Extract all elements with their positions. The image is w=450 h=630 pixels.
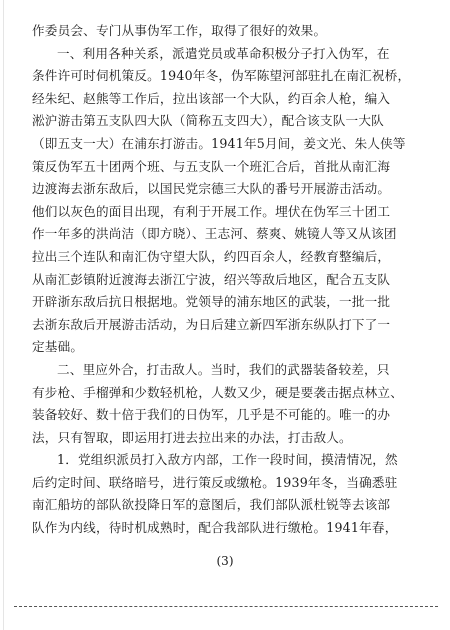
text-line-23: 队作为内线，待时机成熟时，配合我部队进行缴枪。1941年春， [32, 520, 398, 536]
text-line-16: 二、里应外合，打击敌人。当时，我们的武器装备较差，只 [57, 361, 390, 377]
text-line-14: 去浙东敌后开展游击活动，为日后建立新四军浙东纵队打下了一 [32, 316, 391, 332]
page-edge-shadow [3, 0, 4, 630]
document-body [32, 20, 424, 540]
text-line-13: 开辟浙东敌后抗日根据地。党领导的浦东地区的武装，一批一批 [32, 294, 391, 310]
text-line-3: 条件许可时伺机策反。1940年冬，伪军陈望河部驻扎在南汇祝桥， [32, 68, 411, 84]
text-line-2: 一、利用各种关系，派遣党员或革命积极分子打入伪军，在 [57, 45, 390, 61]
text-line-15: 定基础。 [32, 339, 84, 355]
text-line-5: 淞沪游击第五支队四大队（简称五支四大），配合该支队一大队 [32, 113, 384, 129]
text-line-1: 作委员会、专门从事伪军工作，取得了很好的效果。 [32, 23, 327, 38]
text-line-17: 有步枪、手榴弹和少数轻机枪，人数又少，硬是要袭击据点林立、 [32, 384, 404, 400]
text-line-19: 法，只有智取，即运用打进去拉出来的办法，打击敌人。 [32, 429, 352, 445]
text-line-7: 策反伪军五十团两个班、与五支队一个班汇合后，首批从南汇海 [32, 158, 391, 174]
text-line-10: 作一年多的洪尚洁（即方晓）、王志河、蔡爽、姚镜人等又从该团 [32, 226, 397, 242]
text-line-4: 经朱纪、赵熊等工作后，拉出该部一个大队，约百余人枪，编入 [32, 90, 391, 106]
text-line-18: 装备较好、数十倍于我们的日伪军，几乎是不可能的。唯一的办 [32, 407, 391, 423]
text-line-8: 边渡海去浙东敌后，以国民党宗德三大队的番号开展游击活动。 [32, 181, 391, 197]
text-line-9: 他们以灰色的面目出现，有利于开展工作。埋伏在伪军三十团工 [32, 203, 391, 219]
text-line-12: 从南汇彭镇附近渡海去浙江宁波，绍兴等敌后地区，配合五支队 [32, 271, 391, 287]
page-number: (3) [216, 554, 234, 568]
text-line-6: （即五支一大）在浦东打游击。1941年5月间，姜文光、朱人侠等 [32, 135, 406, 151]
text-line-20: 1．党组织派员打入敌方内部，工作一段时间，摸清情况，然 [57, 452, 398, 468]
text-line-11: 拉出三个连队和南汇伪守望大队，约四百余人，经教育整编后， [32, 248, 391, 264]
text-line-21: 后约定时间、联络暗号，进行策反或缴枪。1939年冬，当确悉驻 [32, 474, 398, 490]
bottom-edge-rule [14, 606, 438, 607]
text-line-22: 南汇船坊的部队欲投降日军的意图后，我们部队派杜锐等去该部 [32, 497, 391, 513]
